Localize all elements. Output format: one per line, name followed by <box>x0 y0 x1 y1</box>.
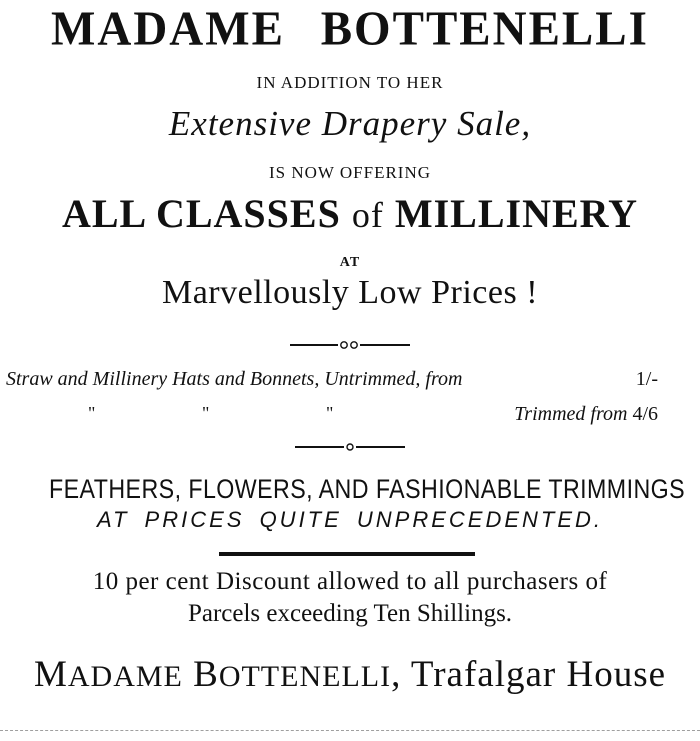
discount-line-1: 10 per cent Discount allowed to all purchasers of <box>92 568 608 595</box>
sig-bottenelli-rest: OTTENELLI <box>218 660 392 693</box>
headline-title: MADAME BOTTENELLI <box>51 2 649 56</box>
sig-bottenelli-initial: B <box>193 654 219 695</box>
ditto-mark-1: " <box>88 403 96 423</box>
prices-unprecedented-line: AT PRICES QUITE UNPRECEDENTED. <box>96 507 604 532</box>
sig-trafalgar-house: , Trafalgar House <box>391 654 667 695</box>
low-prices-text: Marvellously Low Prices ! <box>161 274 539 311</box>
ornament-divider-2 <box>0 440 700 454</box>
heavy-rule-divider <box>219 552 475 556</box>
all-classes-millinery <box>0 190 700 237</box>
ornament-single-o-icon <box>295 440 405 454</box>
hats-trimmed-tail <box>514 403 658 426</box>
hats-untrimmed-text: Straw and Millinery Hats and Bonnets, Untrimmed, from <box>6 368 463 390</box>
of-text: of <box>351 195 384 235</box>
subline-in-addition: IN ADDITION TO HER <box>256 73 444 92</box>
at-text: AT <box>339 255 361 270</box>
sig-madame-initial: M <box>33 654 68 695</box>
feathers-flowers-line: FEATHERS, FLOWERS, AND FASHIONABLE TRIMMINGS <box>49 474 686 504</box>
all-classes-text: ALL CLASSES <box>61 191 341 236</box>
subline-now-offering: IS NOW OFFERING <box>268 163 432 182</box>
hats-untrimmed-line <box>6 368 658 391</box>
ditto-mark-3: " <box>326 403 334 423</box>
sig-madame-rest: ADAME <box>67 660 183 693</box>
page-bottom-rule <box>0 730 700 733</box>
ornament-divider-1 <box>0 338 700 352</box>
ornament-double-o-icon <box>290 338 410 352</box>
signature-line <box>0 653 700 696</box>
hats-trimmed-price: 4/6 <box>632 403 658 425</box>
ditto-mark-2: " <box>202 403 210 423</box>
hats-trimmed-text: Trimmed from <box>514 403 628 425</box>
subline-drapery-sale: Extensive Drapery Sale, <box>168 104 532 143</box>
discount-line-2: Parcels exceeding Ten Shillings. <box>187 600 513 627</box>
millinery-text: MILLINERY <box>394 191 639 236</box>
hats-untrimmed-price: 1/- <box>635 368 658 390</box>
